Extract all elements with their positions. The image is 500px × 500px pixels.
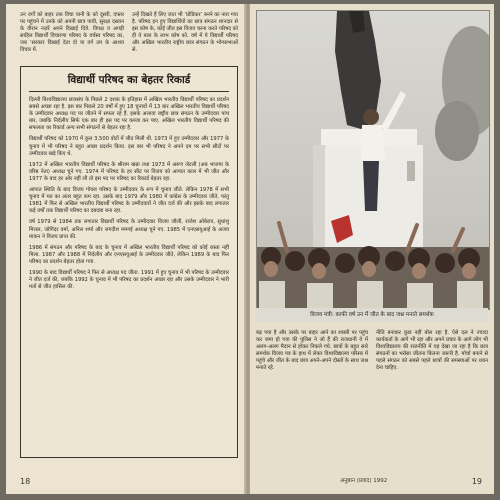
right-column-a: बढ़ गया है और उसके पर बाहर आने का शास्त्री पर पहुंच कर जमा हो गया की पुलिस ने जो हैं की राजधानी ये में अलग-अलग मैदान से होकर निकले गये. छात्रों के बहुत सारे समर्थक विजय पत्र के हाथ में लेकर विश्वविद्यालय परिसर में पहुंचे और जीत के बाद छात्र अपने-अपने दोस्तों के साथ जश्न मनाते रहे.: [256, 330, 368, 372]
sidebar-paragraph: 1990 के बाद विद्यार्थी परिषद ने फिर से अध्यक्ष पद जीता. 1991 में हुए चुनाव में भी परिषद के उम्मीदवार ने जीत दर्ज की, जबकि 1992 के चुनाव में भी परिषद का प्रदर्शन अच्छा रहा और उसके उम्मीदवार ने भारी मतों से जीत हासिल की.: [29, 269, 229, 291]
magazine-spread: [6, 4, 494, 494]
right-page: [250, 4, 494, 494]
sidebar-paragraph: विद्यार्थी परिषद को 1970 में कुल 3,500 वोटों में जीत मिली थी. 1973 में हुए उम्मीदवार और 1977 के चुनाव में भी परिषद ने बहुत अच्छा प्रदर्शन किया. इस बार भी परिषद ने अपने दम पर सभी सीटों पर उम्मीदवार खड़े किए थे.: [29, 136, 229, 157]
sidebar-paragraph: 1986 में संगठन और परिषद के बाद के चुनाव में अखिल भारतीय विद्यार्थी परिषद को कोई रास्ता नहीं मिला. 1987 और 1988 में निर्दलीय और एनएसयूआई के उम्मीदवार जीते, लेकिन 1989 के बाद फिर परिषद का प्रदर्शन बेहतर होता गया.: [29, 244, 229, 265]
sidebar-paragraph: वर्ष 1979 से 1984 तक लगातार विद्यार्थी परिषद के उम्मीदवार विजय जौली, राजेश ओबेराय, सुधांशु मित्तल, जोगिंदर वर्मा, अनिल शर्मा और जगदीश ममगई अध्यक्ष चुने गए. 1985 में एनएसयूआई के अजय माकन ने विजय प्राप्त की.: [29, 219, 229, 240]
crowd-photo: [256, 10, 490, 310]
sidebar-box: [20, 66, 238, 458]
right-column-b: नीति बनाकर कुछ नहीं बोल रहा है. ऐसे दल ने ज्यादा कार्यकर्ता के आगे भी रहा और अपने प्रचार के आगे लोग भी विश्वविद्यालय की राजनीति में यह देखा जा रहा है कि छात्र संगठनों का भरोसा जीतना कितना जरूरी है. मोर्चा बनाने से पहले संगठन को सबसे पहले छात्रों की समस्याओं पर ध्यान देना चाहिए.: [376, 330, 488, 372]
page-footer-label: अनुष्ठान (प्रवाद) 1992: [340, 478, 388, 484]
right-page-number: 19: [471, 477, 482, 486]
left-page: [6, 4, 246, 494]
sidebar-paragraph: 1972 में अखिल भारतीय विद्यार्थी परिषद के श्रीराम खन्ना तथा 1973 में अरुण जेटली (अब भाजपा के वरिष्ठ नेता) अध्यक्ष चुने गए. 1974 में परिषद के हर सीट पर विजय को आपात काल में भी जीत और 1977 के बाद हर ओर नहीं ली तो इस पद पर परिषद का रिकार्ड बेहतर रहा.: [29, 161, 229, 182]
left-page-number: 18: [20, 477, 31, 486]
sidebar-body: [29, 97, 229, 291]
sidebar-paragraph: आपात स्थिति के बाद विजय गोयल परिषद के उम्मीदवार के रूप में चुनाव जीते. लेकिन 1978 में सभी चुनाव में मत का अंतर बहुत कम रहा. उसके बाद 1979 और 1980 में कांग्रेस के उम्मीदवार जीते, परंतु 1981 में फिर से अखिल भारतीय विद्यार्थी परिषद के उम्मीदवारों ने जीत दर्ज की और इसके बाद लगातार कई वर्षों तक विद्यार्थी परिषद का दबदबा बना रहा.: [29, 187, 229, 215]
photo-caption: विजय मंत्री: काफी वर्ष उन में जीत के बाद जश्न मनाते समर्थक: [256, 308, 488, 322]
intro-column-b: उन्हें दिखते हैं लिए जात भी ‘प्रोडिकर’ बनने का नारा गया है. परिषद इन हुए विद्यार्थियों का छात्र संगठन शानदार से इस कोष के, कोई जीत इस विजय चरना करते परिषद को ही वे बाल के लाभ कोष को. वर्ष में ये विद्यार्थी परिषद और अखिल भारतीय राष्ट्रीय छात्र संगठन के भोगसभाओं से.: [132, 12, 238, 54]
sidebar-paragraph: दिल्ली विश्वविद्यालय छात्रसंघ के पिछले 2 दशक के इतिहास में अखिल भारतीय विद्यार्थी परिषद का प्रदर्शन सबसे अच्छा रहा है. इस बार पिछले 20 वर्षों में हुए 18 चुनावों में 13 बार अखिल भारतीय विद्यार्थी परिषद के उम्मीदवार अध्यक्ष पद पर जीतने में सफल रहे हैं. इसके अलावा राष्ट्रीय छात्र संगठन के उम्मीदवार पांच बार, जबकि निर्दलीय सिर्फ एक बार ही इस पद पर कब्जा कर पाए. अखिल भारतीय विद्यार्थी परिषद की सफलता का रिकार्ड अन्य सभी संगठनों से बेहतर रहा है.: [29, 97, 229, 132]
sidebar-title: विद्यार्थी परिषद का बेहतर रिकार्ड: [29, 73, 229, 92]
intro-column-a: उन वर्गों को बाहर तक विचा यानी के को दूसरी, दफ्तर पर पहुंचने में उनके को अपनी छात्र पायी, सुरक्षा दस्तान के वीरान नज़रें अपने दिखाई दिये. विपक्ष व अगड़ी साहिल विद्यार्थी विचारणा परिषद के वर्चस्व परिषद का, जब ‘सरकार दिखाई देता दो या वर्ग उम के आशय विचार में.: [20, 12, 124, 54]
